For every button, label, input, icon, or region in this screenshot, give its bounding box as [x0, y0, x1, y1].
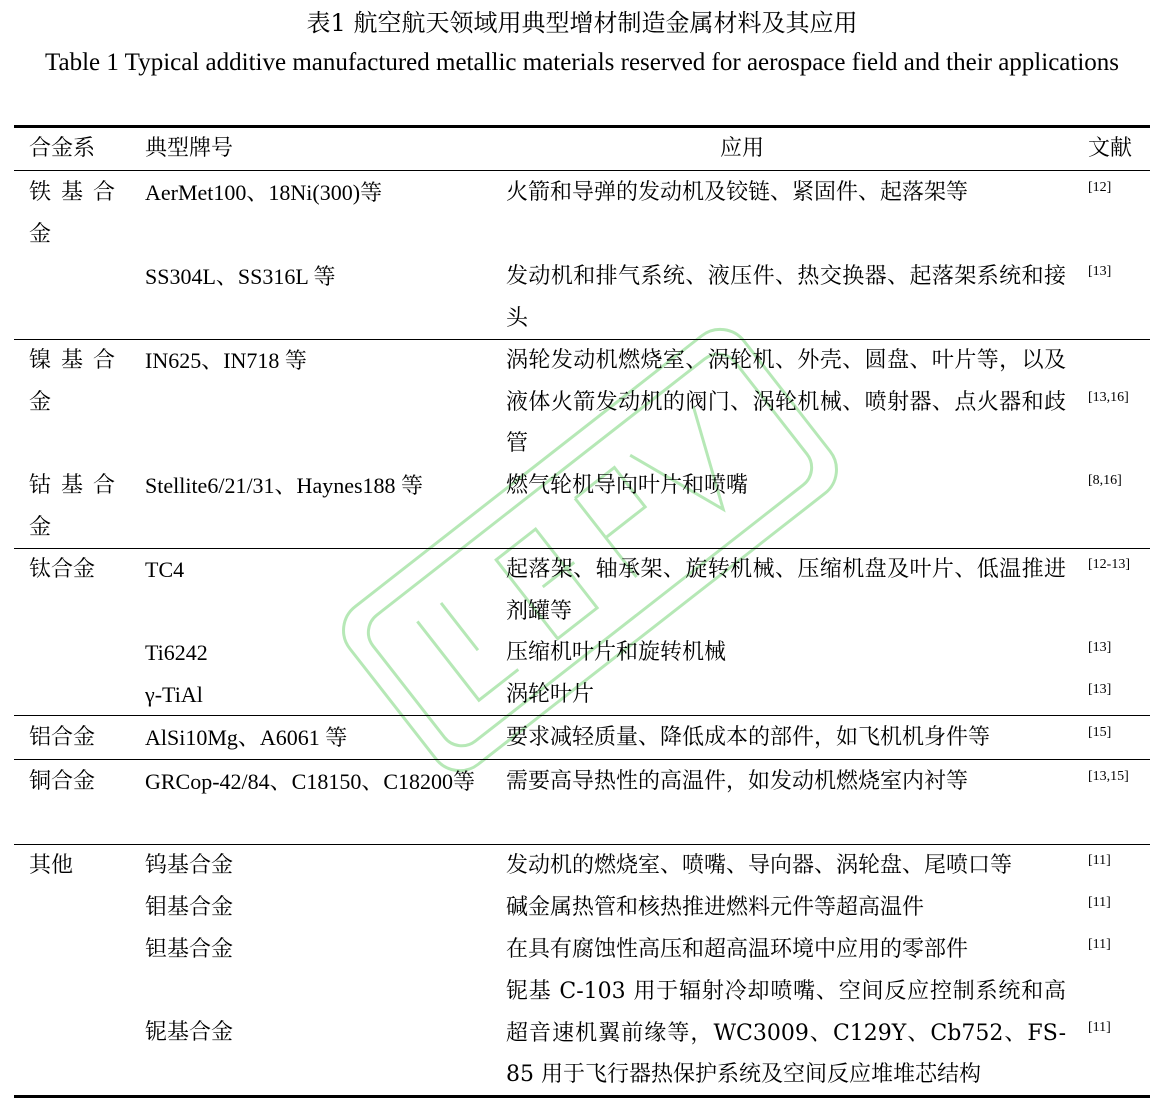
alloy-system-cell: 钛合金: [29, 557, 96, 582]
alloy-system-cell: 铝合金: [29, 725, 96, 750]
reference-cell: [8,16]: [1088, 473, 1122, 488]
grade-cell: AlSi10Mg、A6061 等: [145, 725, 348, 750]
alloy-system-cell: 其他: [29, 853, 74, 878]
reference-cell: [11]: [1088, 853, 1111, 868]
alloy-system-cell: 铁基合金: [29, 180, 126, 247]
application-cell: 铌基 C-103 用于辐射冷却喷嘴、空间反应控制系统和高超音速机翼前缘等，WC3009、C129Y、Cb752、FS-85 用于飞行器热保护系统及空间反应堆堆芯结构: [506, 979, 1066, 1087]
alloy-system-cell: 钴基合金: [29, 473, 126, 540]
header-application: 应用: [720, 136, 765, 161]
application-cell: 发动机和排气系统、液压件、热交换器、起落架系统和接头: [506, 264, 1066, 331]
reference-cell: [11]: [1088, 937, 1111, 952]
application-cell: 燃气轮机导向叶片和喷嘴: [506, 473, 749, 498]
reference-cell: [13,16]: [1088, 390, 1129, 405]
application-cell: 需要高导热性的高温件，如发动机燃烧室内衬等: [506, 769, 969, 794]
grade-cell: GRCop-42/84、C18150、C18200等: [145, 769, 476, 794]
group-divider: [14, 759, 1150, 760]
application-cell: 涡轮叶片: [506, 682, 595, 707]
table-title-chinese: 表1 航空航天领域用典型增材制造金属材料及其应用: [306, 9, 858, 37]
grade-cell: Ti6242: [145, 640, 208, 665]
application-cell: 发动机的燃烧室、喷嘴、导向器、涡轮盘、尾喷口等: [506, 853, 1013, 878]
table-caption: [0, 4, 1164, 84]
table-title-english: Table 1 Typical additive manufactured metallic materials reserved for aerospace field and their applications: [44, 49, 1120, 76]
table-bottom-rule: [14, 1095, 1150, 1098]
application-cell: 起落架、轴承架、旋转机械、压缩机盘及叶片、低温推进剂罐等: [506, 557, 1066, 624]
grade-cell: 钨基合金: [145, 853, 234, 878]
reference-cell: [13]: [1088, 682, 1112, 697]
reference-cell: [12]: [1088, 180, 1112, 195]
application-cell: 压缩机叶片和旋转机械: [506, 640, 727, 665]
reference-cell: [13]: [1088, 640, 1112, 655]
grade-cell: TC4: [145, 557, 185, 582]
group-divider: [14, 715, 1150, 716]
application-cell: 涡轮发动机燃烧室、涡轮机、外壳、圆盘、叶片等，以及液体火箭发动机的阀门、涡轮机械、喷射器、点火器和歧管: [506, 348, 1066, 456]
application-cell: 在具有腐蚀性高压和超高温环境中应用的零部件: [506, 937, 969, 962]
application-cell: 要求减轻质量、降低成本的部件，如飞机机身件等: [506, 725, 991, 750]
reference-cell: [11]: [1088, 895, 1111, 910]
grade-cell: SS304L、SS316L 等: [145, 264, 336, 289]
grade-cell: γ-TiAl: [145, 682, 203, 707]
grade-cell: 钼基合金: [145, 895, 234, 920]
reference-cell: [15]: [1088, 725, 1112, 740]
grade-cell: IN625、IN718 等: [145, 348, 307, 373]
application-cell: 碱金属热管和核热推进燃料元件等超高温件: [506, 895, 925, 920]
reference-cell: [11]: [1088, 1020, 1111, 1035]
reference-cell: [13,15]: [1088, 769, 1129, 784]
grade-cell: Stellite6/21/31、Haynes188 等: [145, 473, 424, 498]
grade-cell: 铌基合金: [145, 1020, 234, 1045]
table-header-rule: [14, 170, 1150, 171]
header-alloy-system: 合金系: [29, 136, 96, 161]
application-cell: 火箭和导弹的发动机及铰链、紧固件、起落架等: [506, 180, 969, 205]
reference-cell: [13]: [1088, 264, 1112, 279]
header-reference: 文献: [1088, 136, 1133, 161]
alloy-system-cell: 镍基合金: [29, 348, 126, 415]
alloy-system-cell: 铜合金: [29, 769, 96, 794]
header-typical-grade: 典型牌号: [145, 136, 234, 161]
grade-cell: AerMet100、18Ni(300)等: [145, 180, 383, 205]
grade-cell: 钽基合金: [145, 937, 234, 962]
reference-cell: [12-13]: [1088, 557, 1130, 572]
